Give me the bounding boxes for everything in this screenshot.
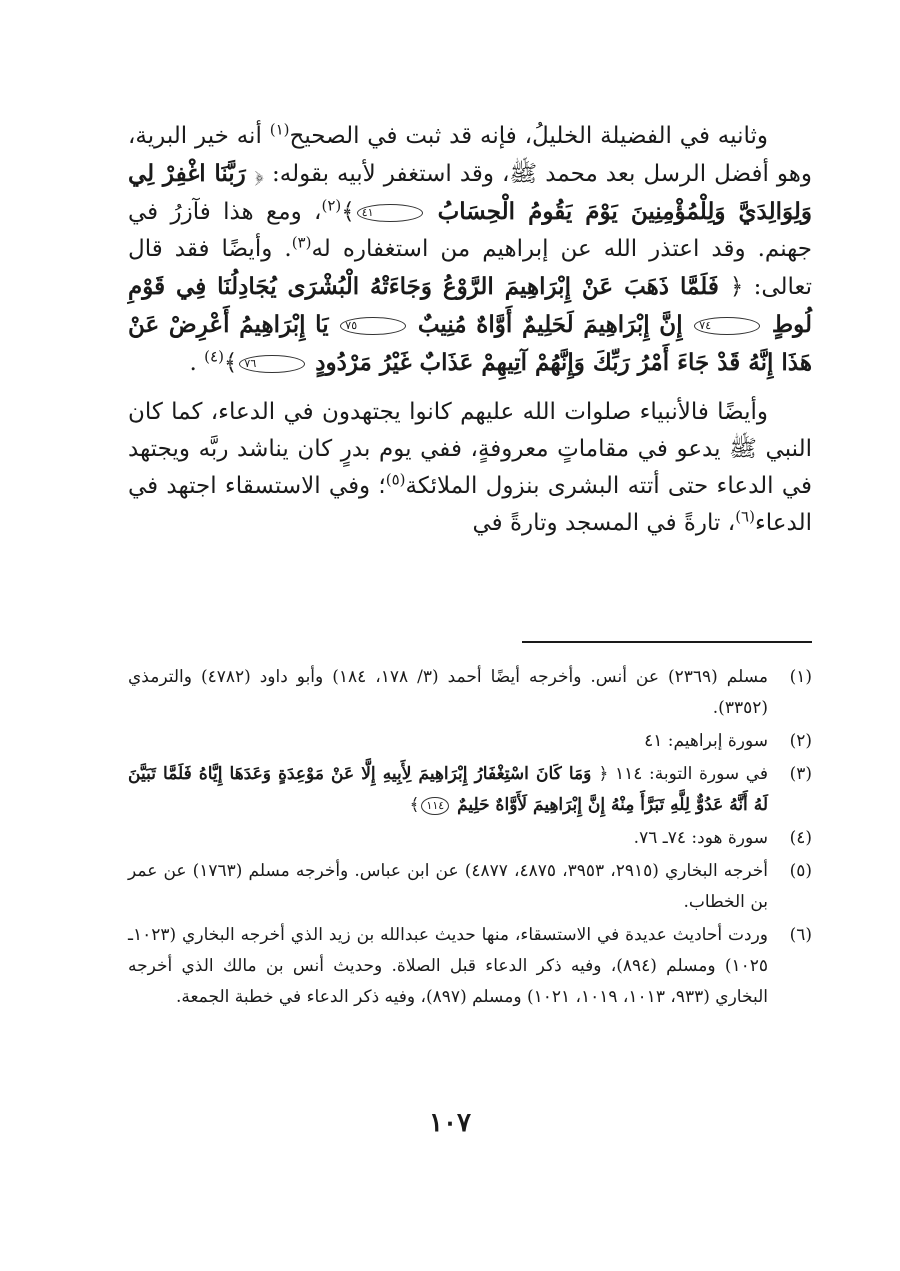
footnote-1 [128,662,812,724]
para2-text-3: ، تارةً في المسجد وتارةً في [472,510,736,536]
ayah-number-marker: ١١٤ [421,797,449,815]
footnote-text: وردت أحاديث عديدة في الاستسقاء، منها حديث عبدالله بن زيد الذي أخرجه البخاري (١٠٢٣ـ ١٠٢٥) ومسلم (٨٩٤)، وفيه ذكر الدعاء قبل الصلاة. وحديث أنس بن مالك الذي أخرجه البخاري (٩٣٣، ١٠١٣، ١٠١٩، ١٠٢١) ومسلم (٨٩٧)، وفيه ذكر الدعاء في خطبة الجمعة. [128,925,768,1007]
footnote-ref-6: (٦) [735,507,755,526]
footnote-text: سورة إبراهيم: ٤١ [644,731,768,751]
quran-verse-text: يَا إِبْرَاهِيمُ أَعْرِضْ عَنْ هَذَا إِنَّهُ قَدْ جَاءَ أَمْرُ رَبِّكَ وَإِنَّهُمْ آتِيهِمْ عَذَابٌ غَيْرُ مَرْدُودٍ [128,311,812,376]
footnote-text-prefix: في سورة التوبة: ١١٤ [608,764,768,784]
quran-verse-text: رَبَّنَا اغْفِرْ لِي وَلِوَالِدَيَّ وَلِلْمُؤْمِنِينَ يَوْمَ يَقُومُ الْحِسَابُ [128,160,812,225]
footnote-separator [522,641,812,643]
ayah-number-marker: ٧٥ [340,317,406,335]
page-number: ١٠٧ [429,1108,471,1138]
footnote-text [128,759,768,821]
quran-close-bracket: ﴾ [409,795,420,815]
footnote-text: مسلم (٢٣٦٩) عن أنس. وأخرجه أيضًا أحمد (٣/ ١٧٨، ١٨٤) وأبو داود (٤٧٨٢) والترمذي (٣٣٥٢). [128,667,769,718]
para1-text-3: ، ومع هذا فآزرُ في جهنم. وقد اعتذر الله عن إبراهيم من استغفاره له [128,199,813,262]
paragraph-1 [128,118,812,382]
ayah-number-marker: ٧٤ [694,317,760,335]
footnote-6 [128,920,812,1013]
quran-open-bracket: ﴿ [598,764,609,784]
quran-open-bracket: ﴿ [254,161,264,187]
footnote-ref-1: (١) [269,120,290,139]
quran-close-bracket: ﴾ [223,350,238,376]
footnote-number: (٦) [789,925,812,945]
quran-quote-2 [128,273,812,376]
footnote-number: (٤) [789,828,812,848]
footnote-5 [128,856,812,918]
quran-verse-text: فَلَمَّا ذَهَبَ عَنْ إِبْرَاهِيمَ الرَّوْعُ وَجَاءَتْهُ الْبُشْرَى يُجَادِلُنَا فِي قَوْمِ لُوطٍ [128,273,812,338]
footnote-ref-4: (٤) [204,347,224,366]
footnote-3 [128,759,812,821]
footnote-4 [128,823,812,854]
footnote-text: أخرجه البخاري (٢٩١٥، ٣٩٥٣، ٤٨٧٥، ٤٨٧٧) عن ابن عباس. وأخرجه مسلم (١٧٦٣) عن عمر بن الخطاب. [128,861,769,912]
footnote-number: (٣) [789,764,812,784]
quran-close-bracket: ﴾ [341,199,355,225]
quran-open-bracket: ﴿ [729,274,744,300]
ayah-number-marker: ٤١ [357,204,423,222]
paragraph-2 [128,394,812,542]
para1-text-1: وثانيه في الفضيلة الخليلُ، فإنه قد ثبت في الصحيح [289,123,768,149]
para1-text-5: . [189,350,205,376]
para1-text-4: . وأيضًا فقد قال تعالى: [128,236,813,300]
footnote-number: (٢) [789,731,812,751]
ayah-number-marker: ٧٦ [239,355,305,373]
footnote-2 [128,726,812,757]
para2-text-1: وأيضًا فالأنبياء صلوات الله عليهم كانوا يجتهدون في الدعاء، كما كان النبي ﷺ يدعو في مقاماتٍ معروفةٍ، ففي يوم بدرٍ كان يناشد ربَّه ويجتهد في الدعاء حتى أتته البشرى بنزول الملائكة [128,399,812,499]
para2-text-2: ؛ وفي الاستسقاء اجتهد في الدعاء [128,473,812,536]
para1-text-2: أنه خير البرية، وهو أفضل الرسل بعد محمد ﷺ، وقد استغفر لأبيه بقوله: [128,123,813,187]
footnote-number: (١) [789,667,812,687]
footnote-ref-3: (٣) [291,233,312,252]
quran-verse-text: وَمَا كَانَ اسْتِغْفَارُ إِبْرَاهِيمَ لِأَبِيهِ إِلَّا عَنْ مَوْعِدَةٍ وَعَدَهَا إِيَّاهُ فَلَمَّا تَبَيَّنَ لَهُ أَنَّهُ عَدُوٌّ لِلَّهِ تَبَرَّأَ مِنْهُ إِنَّ إِبْرَاهِيمَ لَأَوَّاهٌ حَلِيمٌ [128,764,768,815]
quran-verse-text: إِنَّ إِبْرَاهِيمَ لَحَلِيمٌ أَوَّاهٌ مُنِيبٌ [417,311,683,338]
footnotes [128,662,812,1015]
footnote-number: (٥) [789,861,812,881]
footnote-ref-5: (٥) [385,470,406,489]
footnote-text: سورة هود: ٧٤ـ ٧٦. [633,828,768,848]
main-text [128,118,812,542]
footnote-ref-2: (٢) [321,196,342,215]
